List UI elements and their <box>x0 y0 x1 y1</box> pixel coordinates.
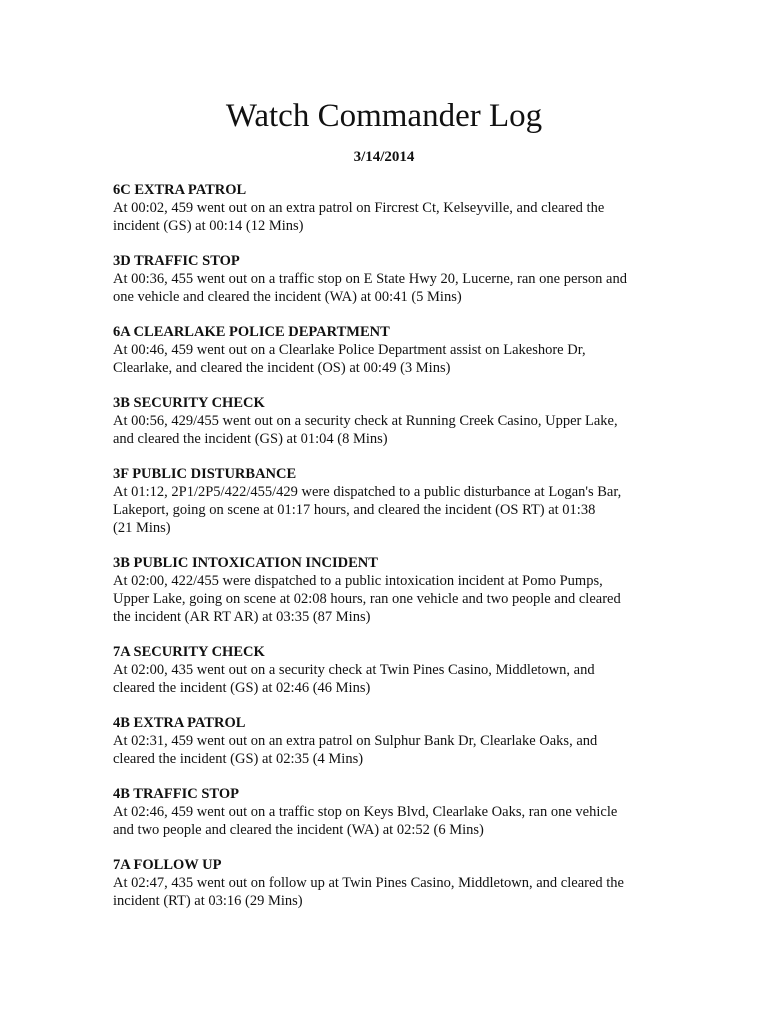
log-entry <box>113 643 673 697</box>
entry-heading: 3F PUBLIC DISTURBANCE <box>113 466 297 482</box>
entry-text-line: incident (RT) at 03:16 (29 Mins) <box>113 893 303 909</box>
entry-text-line: At 02:47, 435 went out on follow up at Twin Pines Casino, Middletown, and cleared the <box>113 875 624 891</box>
log-entry <box>113 785 673 839</box>
entry-text-line: At 01:12, 2P1/2P5/422/455/429 were dispatched to a public disturbance at Logan's Bar, <box>113 484 622 500</box>
log-entry <box>113 714 673 768</box>
log-entry <box>113 323 673 377</box>
entry-text-line: Clearlake, and cleared the incident (OS) at 00:49 (3 Mins) <box>113 360 451 376</box>
entry-heading: 6A CLEARLAKE POLICE DEPARTMENT <box>113 324 390 340</box>
entry-text-line: At 00:02, 459 went out on an extra patrol on Fircrest Ct, Kelseyville, and cleared the <box>113 200 605 216</box>
entry-heading: 7A SECURITY CHECK <box>113 644 265 660</box>
entry-text-line: At 00:56, 429/455 went out on a security check at Running Creek Casino, Upper Lake, <box>113 413 618 429</box>
entry-text-line: (21 Mins) <box>113 520 171 536</box>
entry-text-line: At 02:00, 435 went out on a security check at Twin Pines Casino, Middletown, and <box>113 662 595 678</box>
log-entry <box>113 181 673 235</box>
entry-text-line: cleared the incident (GS) at 02:46 (46 Mins) <box>113 680 371 696</box>
document-title: Watch Commander Log <box>225 98 543 134</box>
entry-text-line: Lakeport, going on scene at 01:17 hours, and cleared the incident (OS RT) at 01:38 <box>113 502 596 518</box>
entry-text-line: and two people and cleared the incident (WA) at 02:52 (6 Mins) <box>113 822 484 838</box>
entry-heading: 3D TRAFFIC STOP <box>113 253 240 269</box>
entry-text-line: cleared the incident (GS) at 02:35 (4 Mins) <box>113 751 364 767</box>
log-entry <box>113 554 673 626</box>
entry-text-line: and cleared the incident (GS) at 01:04 (8 Mins) <box>113 431 388 447</box>
entry-heading: 4B TRAFFIC STOP <box>113 786 239 802</box>
entry-heading: 7A FOLLOW UP <box>113 857 222 873</box>
log-entry <box>113 394 673 448</box>
log-entry <box>113 856 673 910</box>
log-entry <box>113 252 673 306</box>
entry-text-line: At 02:31, 459 went out on an extra patrol on Sulphur Bank Dr, Clearlake Oaks, and <box>113 733 598 749</box>
entry-heading: 3B PUBLIC INTOXICATION INCIDENT <box>113 555 378 571</box>
entry-text-line: At 02:46, 459 went out on a traffic stop on Keys Blvd, Clearlake Oaks, ran one vehicle <box>113 804 618 820</box>
log-entries <box>113 181 673 927</box>
entry-text-line: At 02:00, 422/455 were dispatched to a public intoxication incident at Pomo Pumps, <box>113 573 603 589</box>
entry-heading: 6C EXTRA PATROL <box>113 182 247 198</box>
entry-text-line: At 00:46, 459 went out on a Clearlake Police Department assist on Lakeshore Dr, <box>113 342 586 358</box>
log-date: 3/14/2014 <box>353 149 415 165</box>
entry-heading: 3B SECURITY CHECK <box>113 395 265 411</box>
entry-text-line: one vehicle and cleared the incident (WA) at 00:41 (5 Mins) <box>113 289 462 305</box>
entry-text-line: the incident (AR RT AR) at 03:35 (87 Mins) <box>113 609 371 625</box>
log-entry <box>113 465 673 537</box>
entry-text-line: Upper Lake, going on scene at 02:08 hours, ran one vehicle and two people and cleared <box>113 591 621 607</box>
entry-text-line: incident (GS) at 00:14 (12 Mins) <box>113 218 304 234</box>
entry-text-line: At 00:36, 455 went out on a traffic stop on E State Hwy 20, Lucerne, ran one person and <box>113 271 627 287</box>
entry-heading: 4B EXTRA PATROL <box>113 715 246 731</box>
